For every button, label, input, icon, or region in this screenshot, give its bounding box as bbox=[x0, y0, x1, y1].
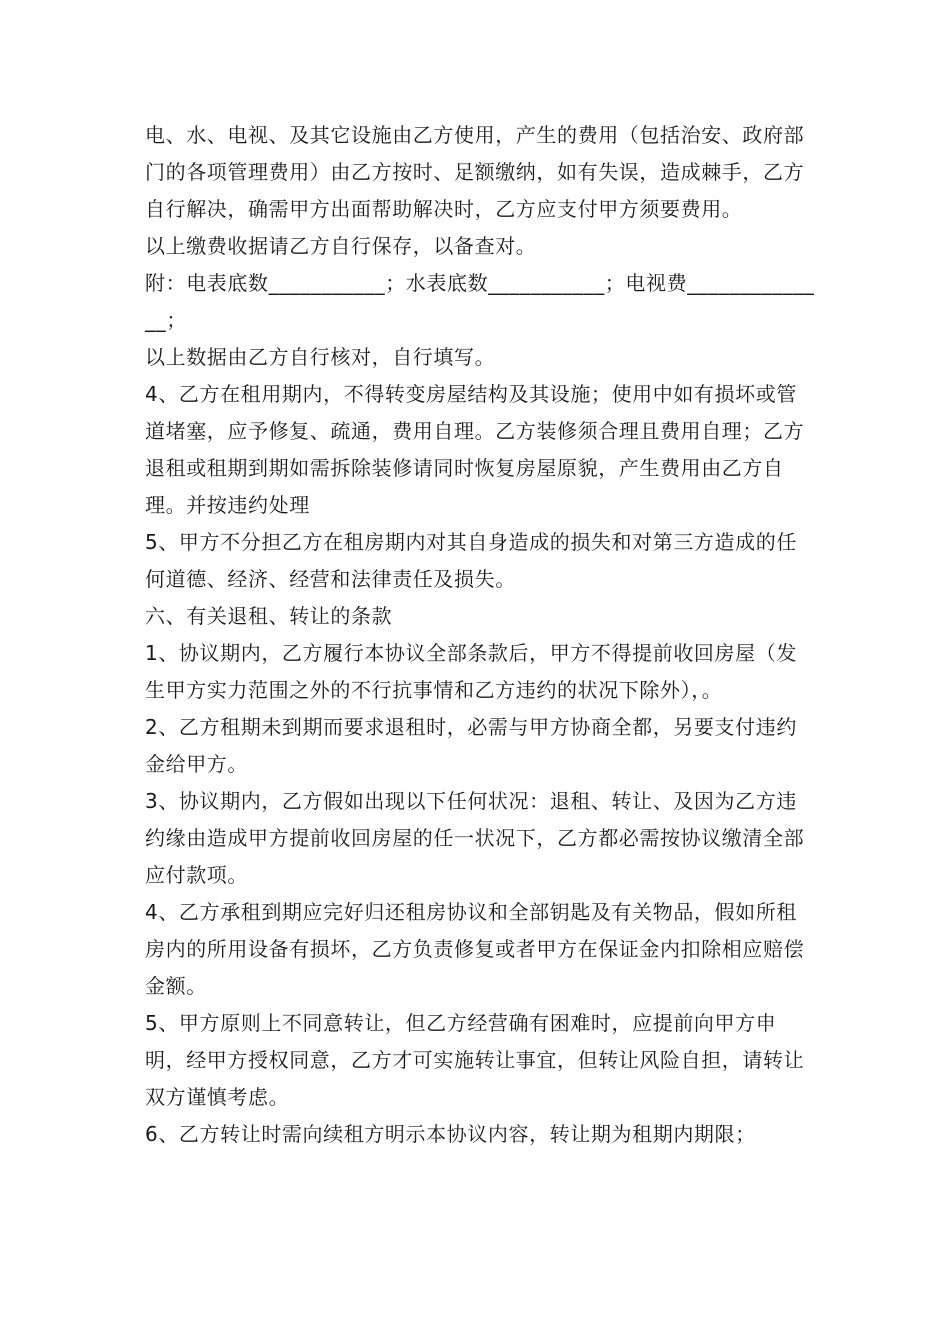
paragraph-clause-4-structure: 4、乙方在租用期内，不得转变房屋结构及其设施；使用中如有损坏或管道堵塞，应予修复、疏通，费用自理。乙方装修须合理且费用自理；乙方退租或租期到期如需拆除装修请同时恢复房屋原貌，产生费用由乙方自理。并按违约处理 bbox=[145, 382, 805, 517]
paragraph-transfer-clause-6: 6、乙方转让时需向续租方明示本协议内容，转让期为租期内期限； bbox=[145, 1122, 756, 1146]
paragraph-meter-readings: 附：电表底数___________；水表底数___________；电视费______________； bbox=[145, 271, 815, 332]
paragraph-transfer-clause-5: 5、甲方原则上不同意转让，但乙方经营确有困难时，应提前向甲方申明，经甲方授权同意，乙方才可实施转让事宜，但转让风险自担，请转让双方谨慎考虑。 bbox=[145, 1011, 805, 1109]
paragraph-transfer-clause-1: 1、协议期内，乙方履行本协议全部条款后，甲方不得提前收回房屋（发生甲方实力范围之外的不行抗事情和乙方违约的状况下除外），。 bbox=[145, 641, 797, 702]
paragraph-transfer-clause-2: 2、乙方租期未到期而要求退租时，必需与甲方协商全都，另要支付违约金给甲方。 bbox=[145, 715, 797, 776]
paragraph-clause-5-liability: 5、甲方不分担乙方在租房期内对其自身造成的损失和对第三方造成的任何道德、经济、经营和法律责任及损失。 bbox=[145, 530, 797, 591]
section-heading-termination-transfer: 六、有关退租、转让的条款 bbox=[145, 604, 393, 628]
document-body bbox=[145, 117, 817, 1153]
paragraph-transfer-clause-3: 3、协议期内，乙方假如出现以下任何状况：退租、转让、及因为乙方违约缘由造成甲方提前收回房屋的任一状况下，乙方都必需按协议缴清全部应付款项。 bbox=[145, 789, 805, 887]
paragraph-self-check: 以上数据由乙方自行核对，自行填写。 bbox=[145, 345, 496, 369]
paragraph-utilities-fees: 电、水、电视、及其它设施由乙方使用，产生的费用（包括治安、政府部门的各项管理费用）由乙方按时、足额缴纳，如有失误，造成棘手，乙方自行解决，确需甲方出面帮助解决时，乙方应支付甲方须要费用。 bbox=[145, 123, 805, 221]
paragraph-transfer-clause-4: 4、乙方承租到期应完好归还租房协议和全部钥匙及有关物品，假如所租房内的所用设备有损坏，乙方负责修复或者甲方在保证金内扣除相应赔偿金额。 bbox=[145, 900, 805, 998]
paragraph-receipts: 以上缴费收据请乙方自行保存，以备查对。 bbox=[145, 234, 537, 258]
